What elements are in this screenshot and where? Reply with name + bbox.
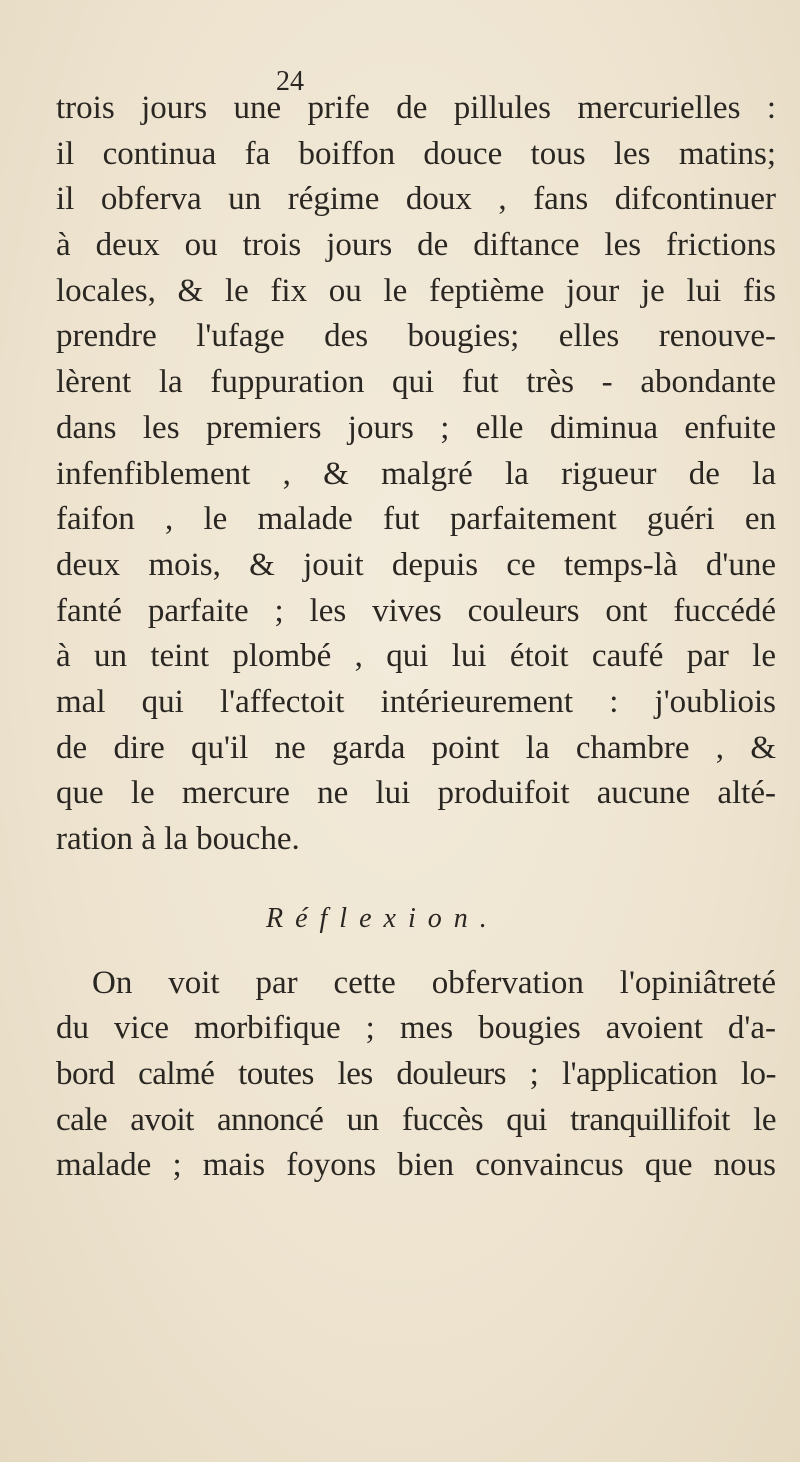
text-line: ration à la bouche. bbox=[56, 821, 300, 857]
text-line: mal qui l'affectoit intérieurement : j'oubliois bbox=[56, 683, 776, 720]
text-line: infenfiblement , & malgré la rigueur de la bbox=[56, 455, 776, 492]
text-line: locales, & le fix ou le feptième jour je lui fis bbox=[56, 272, 776, 309]
text-line: fanté parfaite ; les vives couleurs ont fuccédé bbox=[56, 592, 776, 629]
text-line: il continua fa boiffon douce tous les matins; bbox=[56, 135, 776, 172]
text-line: trois jours une prife de pillules mercurielles : bbox=[56, 90, 776, 126]
section-heading: Réflexion. bbox=[266, 902, 499, 934]
paragraph-1 bbox=[56, 86, 776, 863]
text-line: deux mois, & jouit depuis ce temps-là d'une bbox=[56, 546, 776, 583]
text-line: dans les premiers jours ; elle diminua enfuite bbox=[56, 409, 776, 446]
text-line: de dire qu'il ne garda point la chambre , & bbox=[56, 729, 776, 766]
text-line: malade ; mais foyons bien convaincus que nous bbox=[56, 1147, 776, 1184]
text-line: du vice morbifique ; mes bougies avoient d'a- bbox=[56, 1010, 776, 1047]
paragraph-2 bbox=[56, 961, 776, 1189]
text-line: cale avoit annoncé un fuccès qui tranquillifoit le bbox=[56, 1101, 776, 1138]
text-line: faifon , le malade fut parfaitement guéri en bbox=[56, 501, 776, 538]
text-line: à un teint plombé , qui lui étoit caufé par le bbox=[56, 638, 776, 675]
text-line: bord calmé toutes les douleurs ; l'application lo- bbox=[56, 1056, 776, 1093]
page-number: 24 bbox=[276, 66, 304, 97]
text-line: que le mercure ne lui produifoit aucune alté- bbox=[56, 775, 776, 812]
text-line: il obferva un régime doux , fans difcontinuer bbox=[56, 181, 776, 218]
text-line: lèrent la fuppuration qui fut très - abondante bbox=[56, 364, 776, 401]
page-body bbox=[56, 86, 776, 1189]
text-line: On voit par cette obfervation l'opiniâtreté bbox=[92, 964, 776, 1001]
text-line: prendre l'ufage des bougies; elles renouve- bbox=[56, 318, 776, 355]
text-line: à deux ou trois jours de diftance les frictions bbox=[56, 227, 776, 264]
